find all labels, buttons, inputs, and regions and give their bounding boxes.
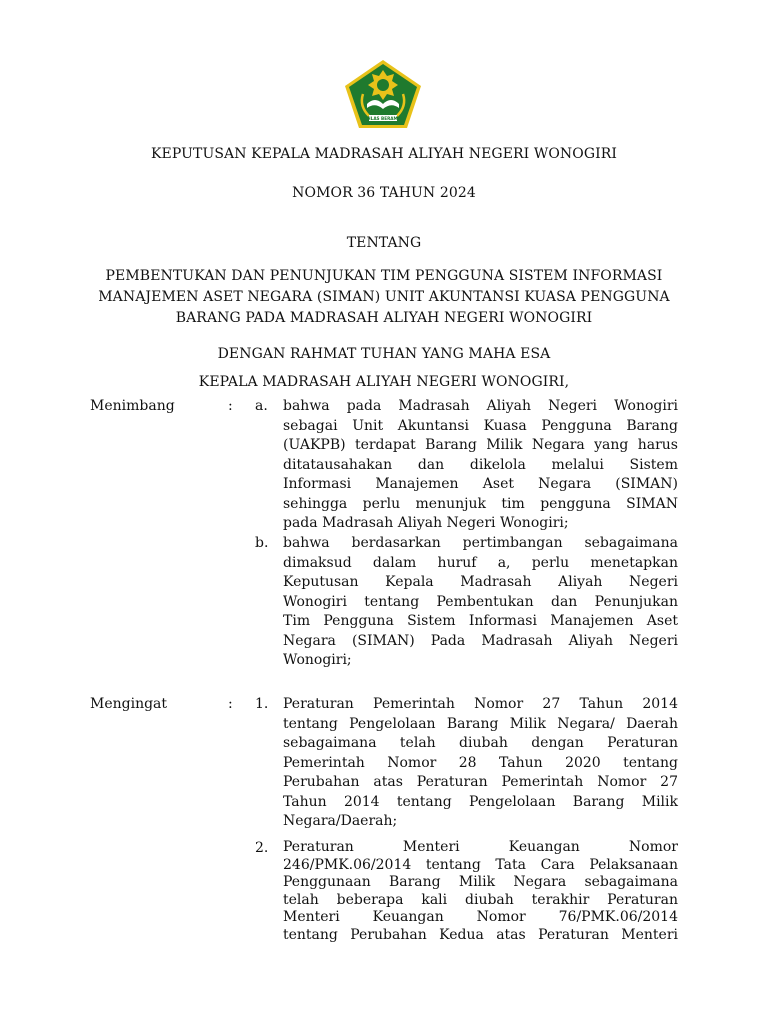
text-line: tentang Perubahan Kedua atas Peraturan Menteri bbox=[283, 926, 678, 943]
text-line: (UAKPB) terdapat Barang Milik Negara yang harus bbox=[283, 437, 678, 453]
text-line: Tahun 2014 tentang Pengelolaan Barang Milik bbox=[283, 793, 678, 810]
item-marker: b. bbox=[255, 535, 269, 551]
item-text bbox=[283, 534, 678, 671]
section-colon: : bbox=[228, 398, 233, 414]
text-line: Peraturan Menteri Keuangan Nomor bbox=[283, 839, 678, 855]
text-line: dimaksud dalam huruf a, perlu menetapkan bbox=[283, 554, 678, 571]
issuer: KEPALA MADRASAH ALIYAH NEGERI WONOGIRI, bbox=[198, 374, 570, 390]
decree-title: KEPUTUSAN KEPALA MADRASAH ALIYAH NEGERI WONOGIRI bbox=[150, 146, 618, 162]
emblem-motto: IKHLAS BERAMAL bbox=[362, 116, 404, 121]
decree-number: NOMOR 36 TAHUN 2024 bbox=[292, 185, 476, 201]
subject-line: BARANG PADA MADRASAH ALIYAH NEGERI WONOGIRI bbox=[175, 310, 593, 326]
text-line: telah beberapa kali diubah terakhir Peraturan bbox=[283, 891, 678, 908]
item-marker: 2. bbox=[255, 840, 269, 856]
subject-line: PEMBENTUKAN DAN PENUNJUKAN TIM PENGGUNA SISTEM INFORMASI bbox=[105, 268, 663, 284]
text-line: tentang Pengelolaan Barang Milik Negara/ Daerah bbox=[283, 715, 678, 732]
text-line: Menteri Keuangan Nomor 76/PMK.06/2014 bbox=[283, 909, 678, 925]
section-label: Menimbang bbox=[90, 398, 175, 414]
item-marker: 1. bbox=[255, 696, 269, 712]
menimbang-section bbox=[90, 397, 678, 677]
text-line: bahwa berdasarkan pertimbangan sebagaimana bbox=[283, 535, 678, 551]
item-text bbox=[283, 839, 678, 944]
text-line: sebagai Unit Akuntansi Kuasa Pengguna Barang bbox=[283, 417, 678, 434]
decree-subject bbox=[60, 266, 708, 329]
text-line: 246/PMK.06/2014 tentang Tata Cara Pelaksanaan bbox=[283, 856, 678, 873]
item-text bbox=[283, 397, 678, 534]
text-line: Keputusan Kepala Madrasah Aliyah Negeri bbox=[283, 574, 678, 590]
text-line: Wonogiri tentang Pembentukan dan Penunjukan bbox=[283, 593, 678, 610]
section-colon: : bbox=[228, 696, 233, 712]
text-line: Pemerintah Nomor 28 Tahun 2020 tentang bbox=[283, 754, 678, 771]
section-label: Mengingat bbox=[90, 696, 168, 712]
text-line: Informasi Manajemen Aset Negara (SIMAN) bbox=[283, 476, 678, 492]
text-line: Tim Pengguna Sistem Informasi Manajemen Aset bbox=[283, 613, 678, 629]
tentang-heading: TENTANG bbox=[346, 235, 422, 251]
text-line: Peraturan Pemerintah Nomor 27 Tahun 2014 bbox=[283, 696, 678, 712]
text-line: Wonogiri; bbox=[283, 652, 352, 668]
item-marker: a. bbox=[255, 398, 268, 414]
text-line: Penggunaan Barang Milik Negara sebagaimana bbox=[283, 874, 678, 890]
subject-line: MANAJEMEN ASET NEGARA (SIMAN) UNIT AKUNTANSI KUASA PENGGUNA bbox=[98, 289, 670, 305]
text-line: Negara (SIMAN) Pada Madrasah Aliyah Negeri bbox=[283, 632, 678, 649]
text-line: sehingga perlu menunjuk tim pengguna SIMAN bbox=[283, 495, 678, 512]
text-line: Perubahan atas Peraturan Pemerintah Nomor 27 bbox=[283, 774, 678, 790]
text-line: sebagaimana telah diubah dengan Peraturan bbox=[283, 735, 678, 751]
item-text bbox=[283, 695, 678, 832]
text-line: bahwa pada Madrasah Aliyah Negeri Wonogiri bbox=[283, 398, 678, 414]
invocation: DENGAN RAHMAT TUHAN YANG MAHA ESA bbox=[217, 346, 551, 362]
mengingat-section bbox=[90, 695, 678, 955]
text-line: Negara/Daerah; bbox=[283, 813, 398, 829]
text-line: ditatausahakan dan dikelola melalui Sistem bbox=[283, 456, 678, 473]
text-line: pada Madrasah Aliyah Negeri Wonogiri; bbox=[283, 515, 569, 531]
kemenag-emblem-icon bbox=[343, 58, 423, 130]
